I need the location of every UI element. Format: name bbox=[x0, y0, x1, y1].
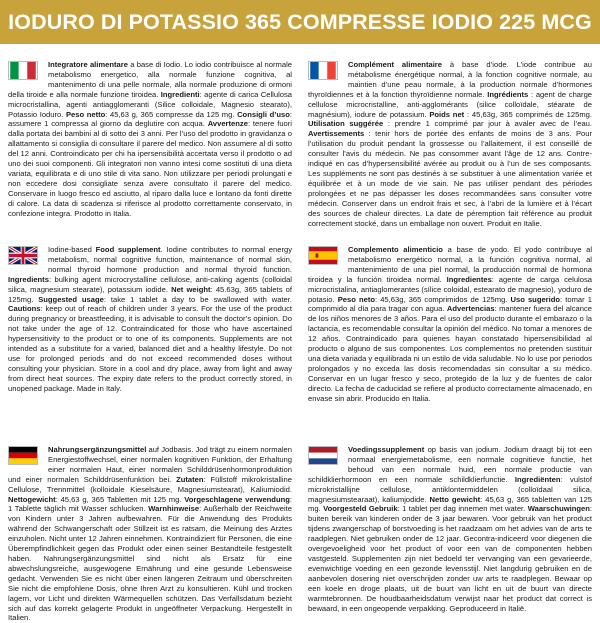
text-run: : 1 Tablette täglich mit Wasser schlucken. bbox=[8, 494, 292, 514]
field-label: Poids net bbox=[429, 109, 465, 119]
field-label: Ingredients bbox=[8, 274, 49, 284]
text-run: : tenir hors de portée des enfants de moins de 3 ans. Pour l’utilisation du produit pendant la grossesse ou l’allaitement, il est conseillé de consulter l’avis du médecin. Ne pas consommer avant l’âge de 12 ans. Contre-indiqué en cas d’hypersensibilité avérée au produit ou à l’un de ses composants. Les suppléments ne sont pas destinés à se substituer à une alimentation variée et équilibrée et à un mode de vie sain. Ne pas utiliser pendant des périodes prolongées et ne pas dépasser les doses recommandées sans consulter votre médecin. Conserver dans un endroit frais et sec, à l’abri de la lumière et à l’écart des sources de chaleur directes. La date de péremption fait référence au produit correctement stocké, dans un emballage non ouvert. Produit en Italie. bbox=[308, 129, 592, 228]
text-run: : keep out of reach of children under 3 years. For the use of the product during pregnancy or breastfeeding, it is advisable to consult the doctor’s opinion. Do not take under the age of 12. Contraindicated for those who have ascertained hypersensitivity to the product or to one of its components. Supplements are not intended as a substitute for a varied, balanced diet and a healthy lifestyle. Do not use for prolonged periods and do not exceed recommended doses without consulting your physician. Store in a cool and dry place, away from light and away from direct heat sources. The expiry date refers to the product correctly stored, in unopened package. Made in Italy. bbox=[8, 304, 292, 393]
field-label: Utilisation suggérée bbox=[308, 119, 384, 129]
text-run: : Füllstoff mikrokristalline Cellulose, Trennmittel (kolloidale Kieselsäure, Magnesiumstearat), Kaliumiodid. bbox=[8, 474, 292, 494]
section-text bbox=[308, 60, 592, 228]
field-label: Ingrédients bbox=[487, 89, 529, 99]
text-run: : 45,63 g, 365 Tabletten mit 125 mg. bbox=[55, 494, 185, 504]
section-text bbox=[308, 445, 592, 613]
field-label: Consigli d’uso bbox=[237, 109, 290, 119]
text-run: : tenere fuori dalla portata dei bambini al di sotto dei 3 anni. Per l’uso del prodotto in gravidanza o allattamento si consiglia di consultare il parere del medico. Non assumere al di sotto del 12 anni. Controindicato per chi ha ipersensibilità accertata verso il prodotto o ad uno dei suoi componenti. Gli integratori non vanno intesi come sostituti di una dieta variata, equilibrata e di uno stile di vita sano. Non utilizzare per periodi prolungati e non eccedere dosi consigliate senza avere consultato il parere del medico. Conservare in luogo fresco ed asciutto, al riparo dalla luce e lontano da fonti dirette di calore. La data di scadenza si riferisce al prodotto correttamente conservato, in confezione integra. Prodotto in Italia. bbox=[8, 119, 292, 218]
field-label: Avvertenze bbox=[207, 119, 248, 129]
text-run: : agente de carga celulosa microcristalina, antiaglomerantes (sílice coloidal, estearato de magnesio), yoduro de potasio. bbox=[308, 274, 592, 304]
field-label: Zutaten bbox=[176, 474, 204, 484]
italy-flag-icon bbox=[8, 61, 38, 80]
text-run: a base de yodo. El yodo contribuye al metabolismo energético normal, a la función cognitiva normal, al mantenimiento de una piel normal, la producción normal de hormona tiroidea y la función tiroidea normal. bbox=[308, 245, 593, 284]
text-run: : tomar 1 comprimido al día para tragar con agua. bbox=[308, 294, 592, 314]
text-run: : mantener fuera del alcance de los niños menores de 3 años. Para el uso del producto durante el embarazo o la lactancia, es recomendable consultar la opinión del médico. No tomar a menores de 12 años. Contraindicado para quienes hayan constatado hipersensibilidad al producto o alguno de sus componentes. Los complementos no pretenden sustituir una dieta variada y equilibrada ni un estilo de vida saludable. No lo use por periodos prolongados y no exceda las dosis recomendadas sin consultar a su médico. Conservar en un lugar fresco y seco, protegido de la luz y de fuentes de calor directo. La fecha de caducidad se refiere al producto correctamente almacenado, en envase sin abrir. Producido en Italia. bbox=[308, 304, 593, 403]
field-label: Peso netto bbox=[65, 109, 106, 119]
field-label: Voorgesteld Gebruik bbox=[323, 504, 398, 514]
field-label: Cautions bbox=[8, 304, 41, 314]
field-label: Suggested usage bbox=[38, 294, 104, 304]
page-title: IODURO DI POTASSIO 365 COMPRESSE IODIO 225 MCG bbox=[8, 9, 592, 34]
field-label: Food supplement bbox=[95, 245, 161, 254]
field-label: Uso sugerido bbox=[510, 294, 561, 304]
field-label: Warnhinweise bbox=[148, 504, 200, 514]
section-fr bbox=[308, 60, 592, 228]
text-run: : take 1 tablet a day to be swallowed with water. bbox=[103, 294, 292, 304]
text-run: op basis van jodium. Jodium draagt bij tot een normaal energiemetabolisme, een normale cognitieve functie, het behoud van een normale huid, een normale productie van schildklierhormoon en een normale schildklierfunctie. bbox=[308, 445, 592, 484]
text-run: : prendre 1 comprimé par jour à avaler avec de l’eau. bbox=[383, 119, 592, 129]
text-run: . Iodine contributes to normal energy metabolism, normal cognitive function, maintenance of normal skin, normal thyroid hormone production and normal thyroid function. bbox=[48, 245, 292, 274]
section-it bbox=[8, 60, 292, 219]
text-run: a base di Iodio. Lo iodio contribuisce al normale metabolismo energetico, alla normale funzione cognitiva, al mantenimento di una pelle normale, alla normale produzione di ormoni della tiroide e alla normale funzione tiroidea. bbox=[8, 60, 292, 99]
text-run: auf Jodbasis. Jod trägt zu einem normalen Energiestoffwechsel, einer normalen kognitiven Funktion, der Erhaltung einer normalen Haut, einer normalen Schilddrüsenhormonproduktion und einer normalen Schilddrüsenfunktion bei. bbox=[8, 445, 292, 484]
field-label: Net weight bbox=[171, 284, 211, 294]
france-flag-icon bbox=[308, 61, 338, 80]
text-run: : 45.63g, 365 tablets of 125mg. bbox=[8, 284, 292, 304]
text-run: : 45,63 g, 365 tabletten van 125 mg. bbox=[308, 494, 592, 514]
section-text bbox=[8, 60, 292, 218]
field-label: Vorgeschlagene verwendung bbox=[184, 494, 290, 504]
text-run: : 45,63g, 365 comprimidos de 125mg. bbox=[374, 294, 511, 304]
field-label: Netto gewicht bbox=[429, 494, 481, 504]
field-label: Voedingssupplement bbox=[348, 445, 425, 454]
text-run: : agente di carica Cellulosa microcristallina, agenti antiagglomeranti (Silice colloidale, Magnesio stearato), Potassio Ioduro. bbox=[8, 89, 292, 119]
field-label: Complemento alimenticio bbox=[348, 245, 443, 254]
uk-flag-icon bbox=[8, 246, 38, 265]
field-label: Complément alimentaire bbox=[348, 60, 442, 69]
section-en bbox=[8, 245, 292, 394]
field-label: Nettogewicht bbox=[8, 494, 56, 504]
section-text bbox=[308, 245, 592, 403]
section-es bbox=[308, 245, 592, 404]
field-label: Ingrediënten bbox=[514, 474, 561, 484]
text-run: : buiten bereik van kinderen onder de 3 jaar bewaren. Voor gebruik van het product tijdens zwangerschap of borstvoeding is het raadzaam om het advies van de arts te raadplegen. Niet gebruiken onder de 12 jaar. Gecontra-indiceerd voor diegenen die overgevoeligheid voor het product of voor een van de componenten hebben vastgesteld. Supplementen zijn niet bedoeld ter vervanging van een gevarieerde, evenwichtige voeding en een gezonde levensstijl. Niet langdurig gebruiken en de aanbevolen dosering niet overschrijden zonder uw arts te raadplegen. Bewaar op een koele en droge plaats, uit de buurt van licht en uit de buurt van directe warmtebronnen. De houdbaarheidsdatum verwijst naar het product dat correct is bewaard, in een ongeopende verpakking. Geproduceerd in Italië. bbox=[308, 504, 593, 613]
text-run: : agent de charge cellulose microcristalline, anti-agglomérants (silice colloïdale, stéarate de magnésium), iodure de potassium. bbox=[308, 89, 593, 119]
field-label: Advertencias bbox=[446, 304, 495, 314]
text-run: à base d’iode. L’iode contribue au métabolisme énergétique normal, à la fonction cognitive normale, au maintien d’une peau normale, à la production normale d’hormones thyroïdiennes et à la fonction thyroïdienne normale. bbox=[308, 60, 593, 99]
field-label: Ingredienti bbox=[160, 89, 200, 99]
germany-flag-icon bbox=[8, 446, 38, 465]
field-label: Nahrungsergänzungsmittel bbox=[48, 445, 147, 454]
spain-flag-icon bbox=[308, 246, 338, 265]
section-nl bbox=[308, 445, 592, 613]
section-de bbox=[8, 445, 292, 623]
section-text bbox=[8, 245, 292, 393]
netherlands-flag-icon bbox=[308, 446, 338, 465]
text-run: : bulking agent microcrystalline cellulose, anti-caking agents (colloidal silica, magnesium stearate), potassium iodide. bbox=[8, 274, 292, 294]
text-run: : 1 tablet per dag innemen met water. bbox=[397, 504, 528, 514]
text-run: : vulstof microkristallijne cellulose, antiklontermiddelen (colloïdaal silica, magnesiumstearaat), kaliumjodide. bbox=[308, 474, 593, 504]
field-label: Waarschuwingen bbox=[527, 504, 590, 514]
text-run: : Außerhalb der Reichweite von Kindern unter 3 Jahren aufbewahren. Für die Anwendung des Produkts während der Schwangerschaft oder Stillzeit ist es ratsam, die Meinung des Arztes einzuholen. Nicht unter 12 Jahren einnehmen. Kontraindiziert für Personen, die eine Überempfindlichkeit gegen das Produkt oder einen seiner Bestandteile festgestellt haben. Nahrungsergänzungsmittel sind nicht als Ersatz für eine abwechslungsreiche, ausgewogene Ernährung und eine gesunde Lebensweise gedacht. Verwenden Sie es nicht über einen längeren Zeitraum und überschreiten Sie nicht die empfohlene Dosis, ohne Ihren Arzt zu konsultieren. Kühl und trocken lagern, vor Licht und direkten Wärmequellen schützen. Das Verfallsdatum bezieht sich auf das korrekt gelagerte Produkt in ungeöffneter Verpackung. Hergestellt in Italien. bbox=[8, 504, 292, 623]
field-label: Ingredientes bbox=[446, 274, 492, 284]
section-text bbox=[8, 445, 292, 622]
title-banner bbox=[0, 0, 600, 44]
text-run: : 45,63g, 365 comprimés de 125mg. bbox=[464, 109, 592, 119]
field-label: Avertissements bbox=[308, 129, 365, 139]
text-run: : assumere 1 compressa al giorno da deglutire con acqua. bbox=[8, 109, 292, 129]
text-run: : 45,63 g, 365 compresse da 125 mg. bbox=[105, 109, 238, 119]
text-run: Iodine-based bbox=[48, 245, 96, 254]
field-label: Peso neto bbox=[337, 294, 375, 304]
field-label: Integratore alimentare bbox=[48, 60, 128, 69]
